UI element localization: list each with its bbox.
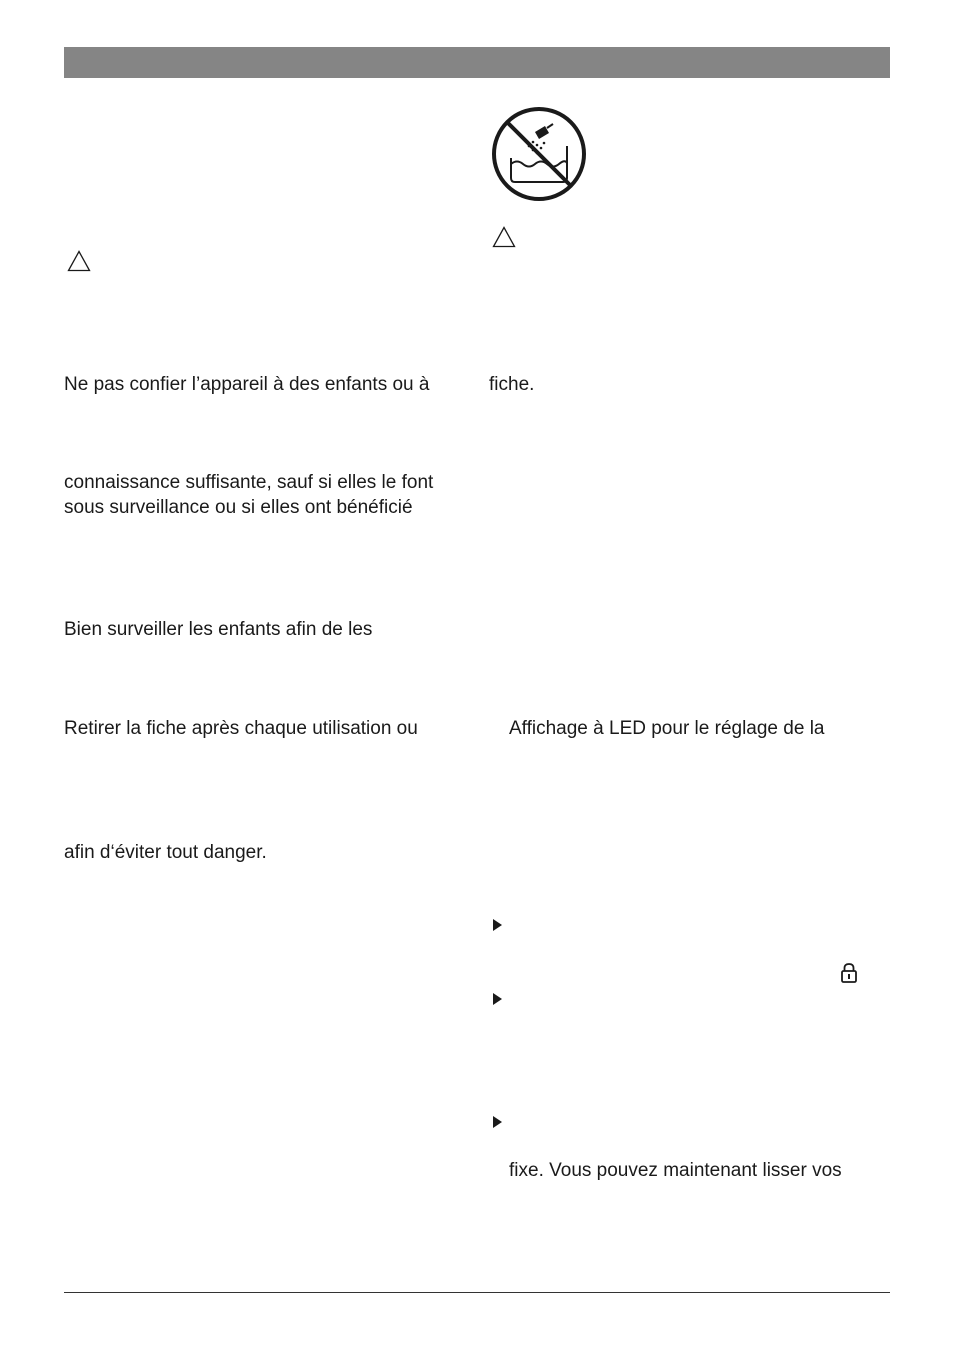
text-line: Bien surveiller les enfants afin de les <box>64 619 373 640</box>
text-line: connaissance suffisante, sauf si elles le font <box>64 472 434 493</box>
text-line: Affichage à LED pour le réglage de la <box>509 718 825 739</box>
text-line: afin d‘éviter tout danger. <box>64 842 267 863</box>
triangle-bullet-icon <box>493 919 502 931</box>
triangle-bullet-icon <box>493 993 502 1005</box>
text-line: fixe. Vous pouvez maintenant lisser vos <box>509 1160 842 1181</box>
text-line: fiche. <box>489 374 535 395</box>
no-bath-shower-icon <box>491 106 587 202</box>
warning-triangle-icon <box>67 250 91 272</box>
triangle-bullet-icon <box>493 1116 502 1128</box>
footer-rule <box>64 1292 890 1293</box>
text-line: Retirer la fiche après chaque utilisation ou <box>64 718 418 739</box>
text-line: Ne pas confier l’appareil à des enfants ou à <box>64 374 430 395</box>
warning-triangle-icon <box>492 226 516 248</box>
text-line: sous surveillance ou si elles ont bénéficié <box>64 497 413 518</box>
header-bar <box>64 47 890 78</box>
lock-icon <box>840 962 858 984</box>
